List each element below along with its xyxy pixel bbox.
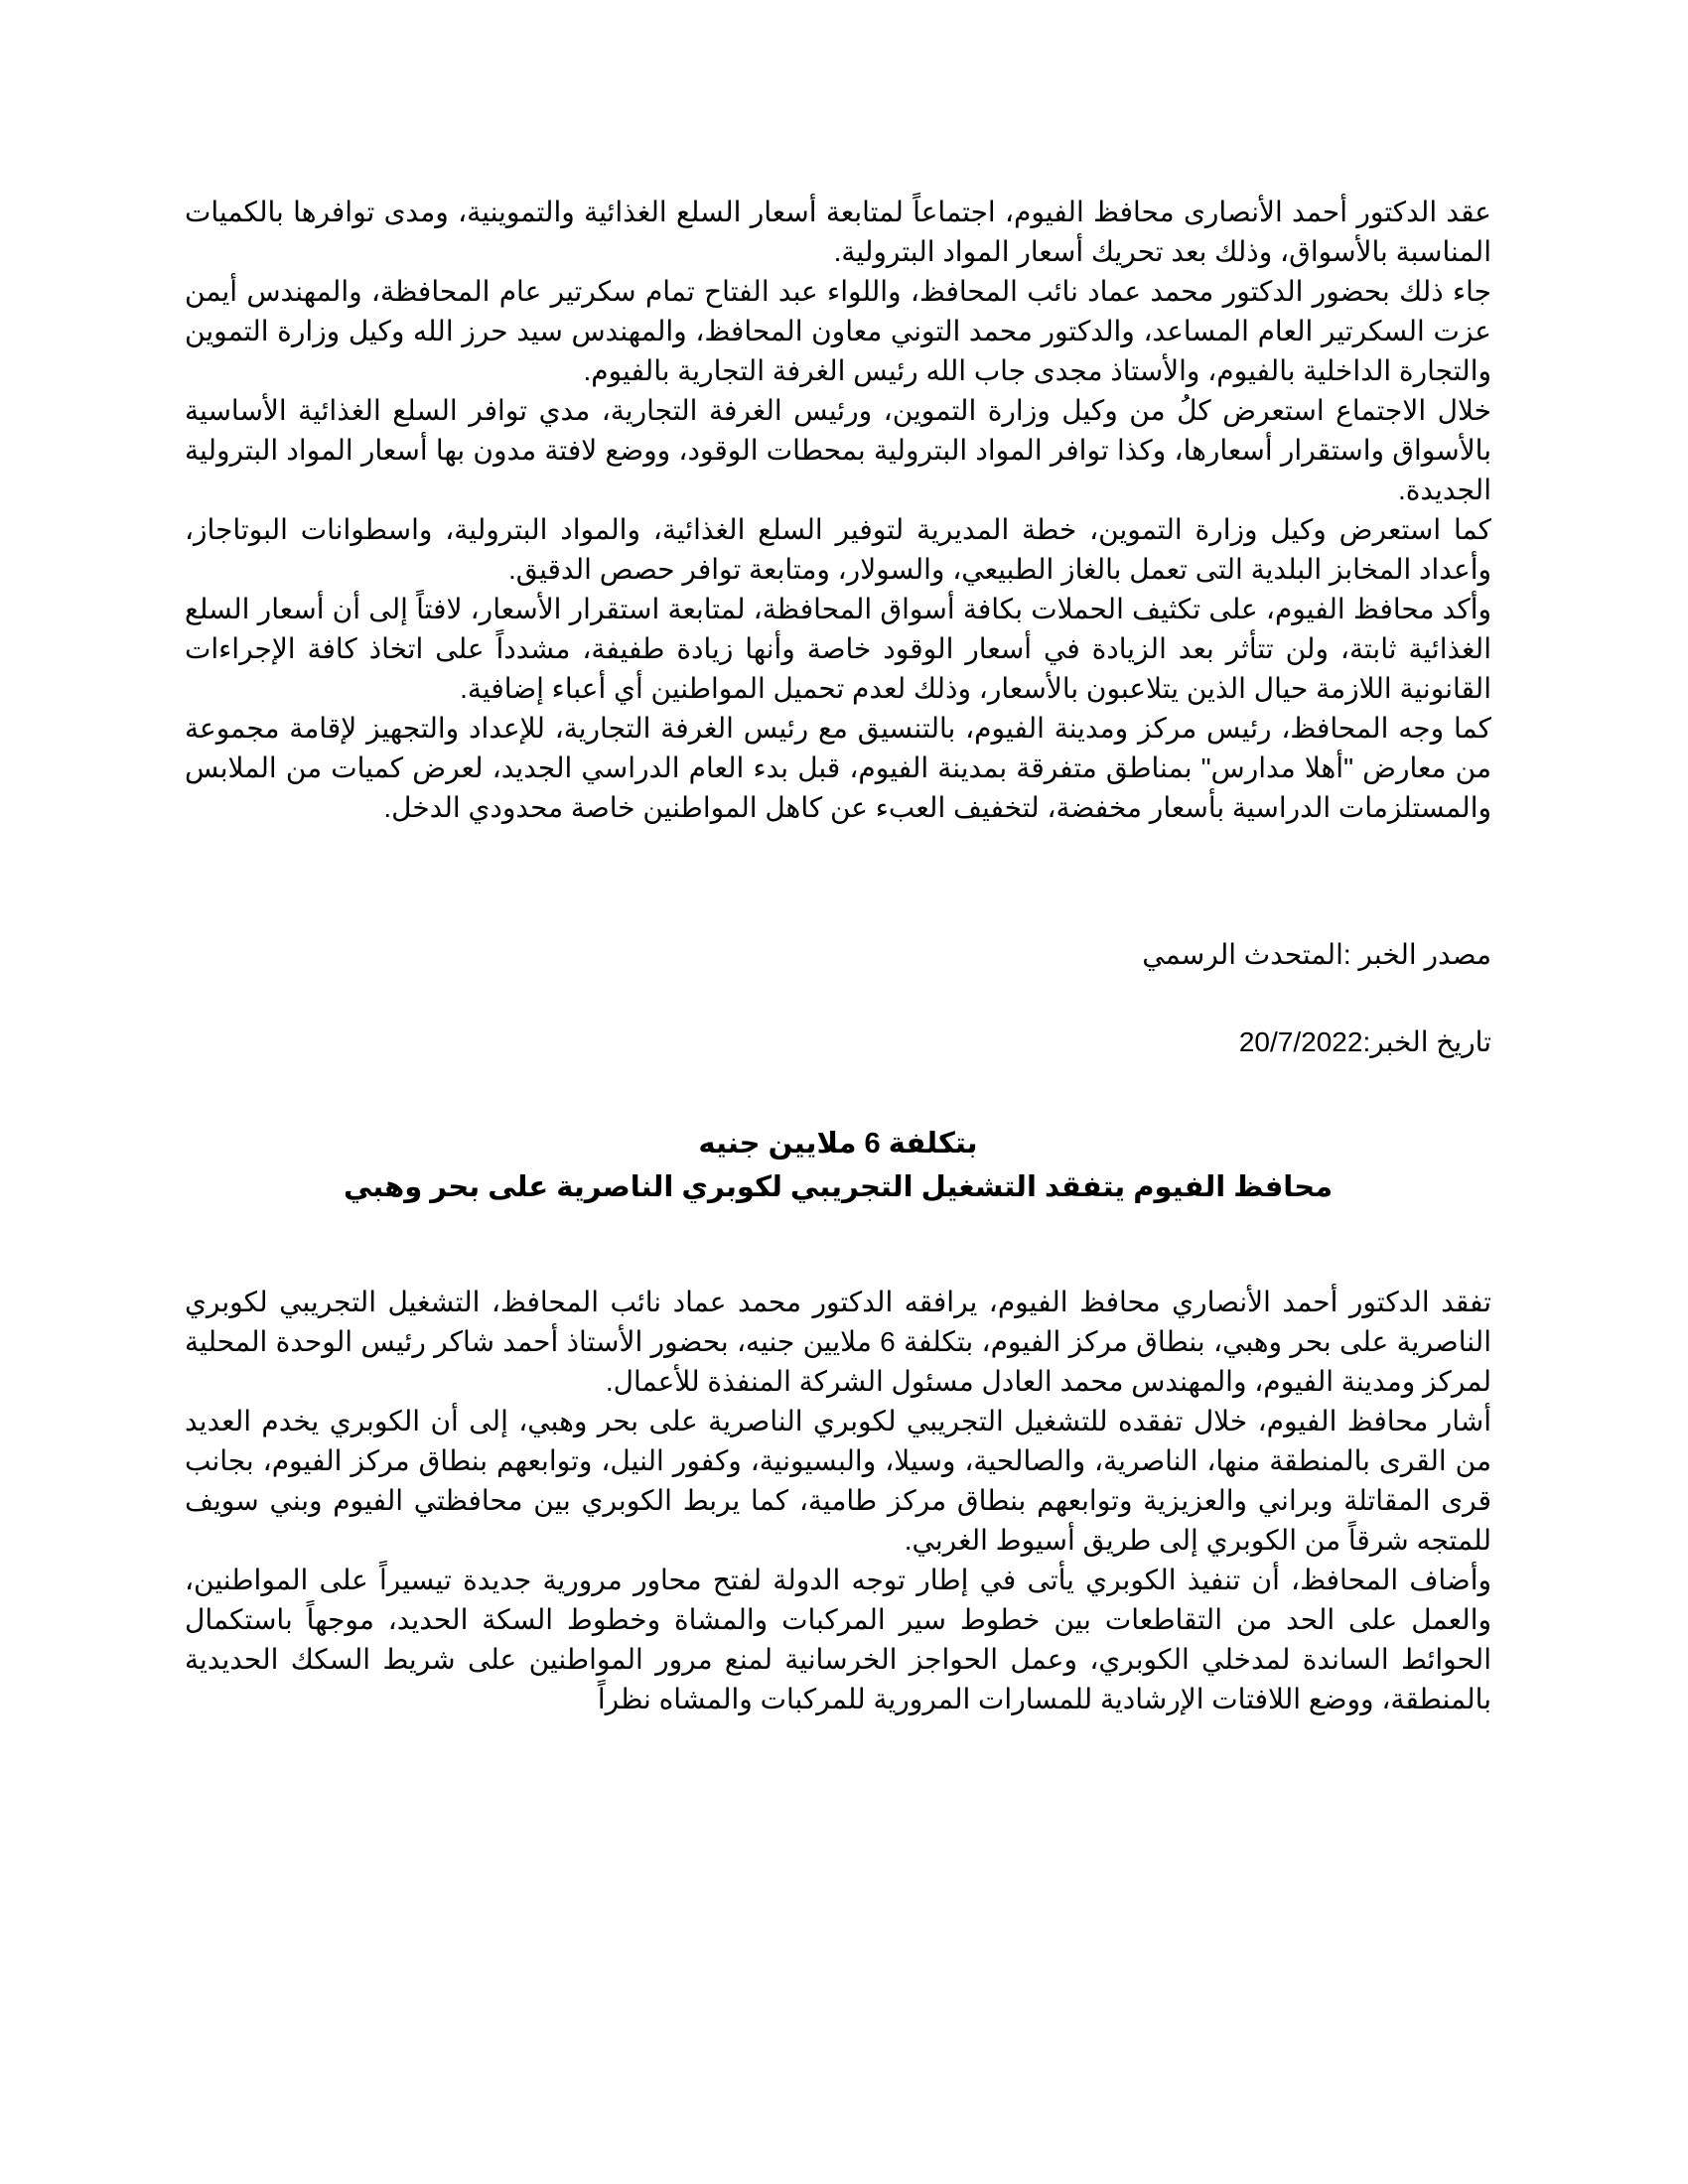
news-source-line: مصدر الخبر :المتحدث الرسمي bbox=[1142, 939, 1491, 970]
article-paragraph: وأضاف المحافظ، أن تنفيذ الكوبري يأتى في إطار توجه الدولة لفتح محاور مرورية جديدة تيسيراً على المواطنين، والعمل على الحد من التقاطعات بين خطوط سير المركبات والمشاة وخطوط السكة الحديد، موجهاً باستكمال الحوائط الساندة لمدخلي الكوبري، وعمل الحواجز الخرسانية لمنع مرور المواطنين على شريط السكك الحديدية بالمنطقة، ووضع اللافتات الإرشادية للمسارات المرورية للمركبات والمشاه نظراً bbox=[185, 1565, 1491, 1714]
article-paragraph: وأكد محافظ الفيوم، على تكثيف الحملات بكافة أسواق المحافظة، لمتابعة استقرار الأسعار، لافتاً إلى أن أسعار السلع الغذائية ثابتة، ولن تتأثر بعد الزيادة في أسعار الوقود خاصة وأنها زيادة طفيفة، مشدداً على اتخاذ كافة الإجراءات القانونية اللازمة حيال الذين يتلاعبون بالأسعار، وذلك لعدم تحميل المواطنين أي أعباء إضافية. bbox=[185, 594, 1491, 704]
article-paragraph: أشار محافظ الفيوم، خلال تفقده للتشغيل التجريبي لكوبري الناصرية على بحر وهبي، إلى أن الكوبري يخدم العديد من القرى بالمنطقة منها، الناصرية، والصالحية، وسيلا، والبسيونية، وكفور النيل، وتوابعهم بنطاق مركز الفيوم، بجانب قرى المقاتلة وبراني والعزيزية وتوابعهم بنطاق مركز طامية، كما يربط الكوبري بين محافظتي الفيوم وبني سويف للمتجه شرقاً من الكوبري إلى طريق أسيوط الغربي. bbox=[185, 1406, 1491, 1556]
news-date-line: تاريخ الخبر:20/7/2022 bbox=[1238, 1026, 1491, 1057]
article-headline bbox=[185, 1122, 1491, 1209]
article-paragraph: خلال الاجتماع استعرض كلُ من وكيل وزارة التموين، ورئيس الغرفة التجارية، مدي توافر السلع الغذائية الأساسية بالأسواق واستقرار أسعارها، وكذا توافر المواد البترولية بمحطات الوقود، ووضع لافتة مدون بها أسعار المواد البترولية الجديدة. bbox=[185, 395, 1491, 505]
article-paragraph: جاء ذلك بحضور الدكتور محمد عماد نائب المحافظ، واللواء عبد الفتاح تمام سكرتير عام المحافظة، والمهندس أيمن عزت السكرتير العام المساعد، والدكتور محمد التوني معاون المحافظ، والمهندس سيد حرز الله وكيل وزارة التموين والتجارة الداخلية بالفيوم، والأستاذ مجدى جاب الله رئيس الغرفة التجارية بالفيوم. bbox=[185, 276, 1491, 386]
article-paragraph: كما وجه المحافظ، رئيس مركز ومدينة الفيوم، بالتنسيق مع رئيس الغرفة التجارية، للإعداد والتجهيز لإقامة مجموعة من معارض "أهلا مدارس" بمناطق متفرقة بمدينة الفيوم، قبل بدء العام الدراسي الجديد، لعرض كميات من الملابس والمستلزمات الدراسية بأسعار مخفضة، لتخفيف العبء عن كاهل المواطنين خاصة محدودي الدخل. bbox=[185, 713, 1491, 823]
article-paragraph: كما استعرض وكيل وزارة التموين، خطة المديرية لتوفير السلع الغذائية، والمواد البترولية، واسطوانات البوتاجاز، وأعداد المخابز البلدية التى تعمل بالغاز الطبيعي، والسولار، ومتابعة توافر حصص الدقيق. bbox=[185, 514, 1491, 585]
article-paragraph: تفقد الدكتور أحمد الأنصاري محافظ الفيوم، يرافقه الدكتور محمد عماد نائب المحافظ، التشغيل التجريبي لكوبري الناصرية على بحر وهبي، بنطاق مركز الفيوم، بتكلفة 6 ملايين جنيه، بحضور الأستاذ أحمد شاكر رئيس الوحدة المحلية لمركز ومدينة الفيوم، والمهندس محمد العادل مسئول الشركة المنفذة للأعمال. bbox=[185, 1287, 1491, 1397]
page-content bbox=[185, 193, 1491, 1719]
headline-line-title: محافظ الفيوم يتفقد التشغيل التجريبي لكوبري الناصرية على بحر وهبي bbox=[343, 1171, 1334, 1203]
article-nasriya-bridge bbox=[185, 1283, 1491, 1719]
headline-line-cost: بتكلفة 6 ملايين جنيه bbox=[698, 1128, 978, 1160]
article-paragraph: عقد الدكتور أحمد الأنصارى محافظ الفيوم، اجتماعاً لمتابعة أسعار السلع الغذائية والتموينية، ومدى توافرها بالكميات المناسبة بالأسواق، وذلك بعد تحريك أسعار المواد البترولية. bbox=[185, 197, 1491, 267]
article-fayoum-prices-meeting bbox=[185, 193, 1491, 1062]
